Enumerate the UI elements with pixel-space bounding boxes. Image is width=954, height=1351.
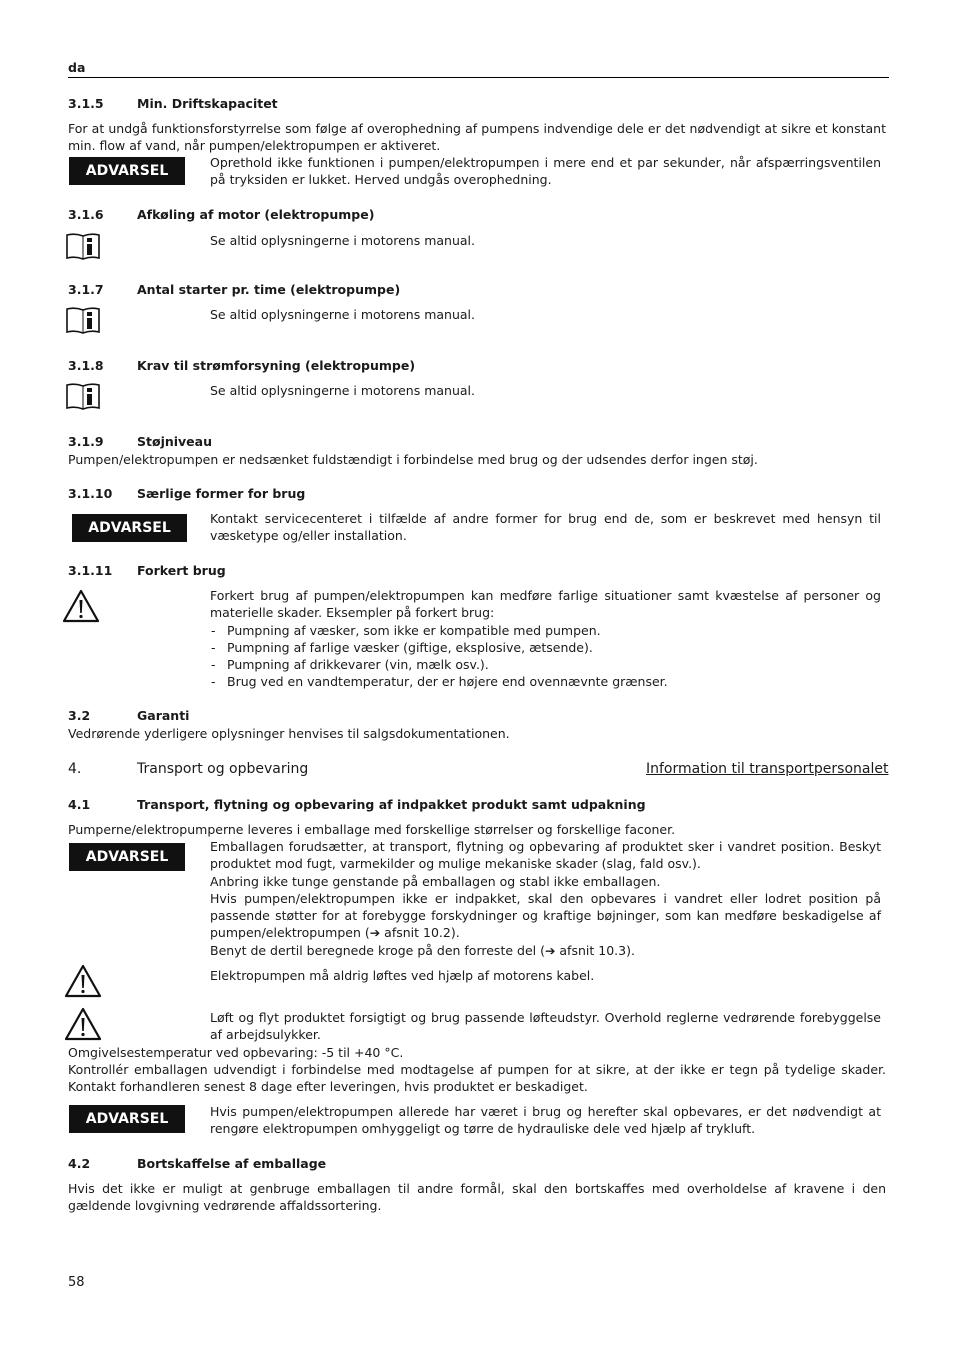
section-number: 3.1.7 (68, 282, 104, 297)
warning-note: Hvis pumpen/elektropumpen ikke er indpakket, skal den opbevares i vandret eller lodret position på passende støtter for at forebygge forskydninger og kraftige bøjninger, som kan medføre beskadigelse af pumpen/elektropumpen (➔ afsnit 10.2). (210, 890, 881, 941)
section-number: 3.1.8 (68, 358, 104, 373)
manual-info-icon (65, 232, 101, 262)
section-number: 4. (68, 761, 82, 777)
list-item: - Pumpning af drikkevarer (vin, mælk osv.). (210, 656, 881, 673)
list-item: - Brug ved en vandtemperatur, der er højere end ovennævnte grænser. (210, 673, 881, 690)
info-note: Se altid oplysningerne i motorens manual. (210, 307, 475, 322)
warning-badge: ADVARSEL (69, 843, 185, 871)
section-title: Krav til strømforsyning (elektropumpe) (137, 358, 416, 373)
section-title: Transport og opbevaring (137, 761, 309, 777)
section-title: Transport, flytning og opbevaring af indpakket produkt samt udpakning (137, 797, 646, 812)
paragraph: Vedrørende yderligere oplysninger henvises til salgsdokumentationen. (68, 726, 510, 741)
warning-note: Oprethold ikke funktionen i pumpen/elektropumpen i mere end et par sekunder, når afspærringsventilen på tryksiden er lukket. Herved undgås overophedning. (210, 155, 881, 188)
section-number: 4.2 (68, 1156, 91, 1171)
header-rule (68, 77, 889, 78)
section-title: Særlige former for brug (137, 486, 306, 501)
list-item: - Pumpning af væsker, som ikke er kompatible med pumpen. (210, 622, 881, 639)
section-title: Garanti (137, 708, 190, 723)
section-number: 3.1.9 (68, 434, 104, 449)
warning-note: Hvis pumpen/elektropumpen allerede har været i brug og herefter skal opbevares, er det nødvendigt at rengøre elektropumpen omhyggeligt og tørre de hydrauliske dele ved hjælp af trykluft. (210, 1104, 881, 1137)
section-number: 4.1 (68, 797, 91, 812)
section-number: 3.1.5 (68, 96, 104, 111)
warning-badge: ADVARSEL (69, 157, 185, 185)
warning-triangle-icon (62, 589, 100, 623)
misuse-intro: Forkert brug af pumpen/elektropumpen kan medføre farlige situationer samt kvæstelse af personer og materielle skader. Eksempler på forkert brug: (210, 588, 881, 621)
warning-note: Løft og flyt produktet forsigtigt og brug passende løfteudstyr. Overhold reglerne vedrørende forebyggelse af arbejdsulykker. (210, 1010, 881, 1043)
warning-note: Elektropumpen må aldrig løftes ved hjælp af motorens kabel. (210, 968, 595, 983)
warning-badge: ADVARSEL (72, 514, 187, 542)
paragraph: For at undgå funktionsforstyrrelse som følge af overophedning af pumpens indvendige dele er det nødvendigt at sikre et konstant min. flow af vand, når pumpen/elektropumpen er aktiveret. (68, 121, 886, 154)
warning-note: Kontakt servicecenteret i tilfælde af andre former for brug end de, som er beskrevet med hensyn til væsketype og/eller installation. (210, 511, 881, 544)
misuse-list (210, 622, 881, 691)
misuse-block (210, 587, 881, 691)
paragraph: Kontrollér emballagen udvendigt i forbindelse med modtagelse af pumpen for at sikre, at der ikke er tegn på tydelige skader. Kontakt forhandleren senest 8 dage efter leveringen, hvis produktet er beskadiget. (68, 1062, 886, 1095)
paragraph: Hvis det ikke er muligt at genbruge emballagen til andre formål, skal den bortskaffes med overholdelse af kravene i den gældende lovgivning vedrørende affaldssortering. (68, 1181, 886, 1214)
paragraph: Omgivelsestemperatur ved opbevaring: -5 til +40 °C. (68, 1045, 404, 1060)
list-item: - Pumpning af farlige væsker (giftige, eksplosive, ætsende). (210, 639, 881, 656)
section-number: 3.1.6 (68, 207, 104, 222)
warning-triangle-icon (64, 1007, 102, 1041)
paragraph: Pumpen/elektropumpen er nedsænket fuldstændigt i forbindelse med brug og der udsendes derfor ingen støj. (68, 452, 758, 467)
section-title: Antal starter pr. time (elektropumpe) (137, 282, 401, 297)
section-title: Bortskaffelse af emballage (137, 1156, 327, 1171)
info-note: Se altid oplysningerne i motorens manual. (210, 383, 475, 398)
warning-triangle-icon (64, 964, 102, 998)
section-number: 3.1.11 (68, 563, 113, 578)
transport-info-link[interactable]: Information til transportpersonalet (646, 761, 889, 777)
manual-info-icon (65, 382, 101, 412)
info-note: Se altid oplysningerne i motorens manual. (210, 233, 475, 248)
section-title: Afkøling af motor (elektropumpe) (137, 207, 375, 222)
warning-note: Emballagen forudsætter, at transport, flytning og opbevaring af produktet sker i vandret position. Beskyt produktet mod fugt, varmekilder og mulige mekaniske skader (slag, fald osv.). (210, 839, 881, 872)
section-number: 3.2 (68, 708, 91, 723)
warning-note: Anbring ikke tunge genstande på emballagen og stabl ikke emballagen. (210, 873, 661, 889)
language-code: da (68, 60, 86, 75)
warning-badge: ADVARSEL (69, 1105, 185, 1133)
warning-note: Benyt de dertil beregnede kroge på den forreste del (➔ afsnit 10.3). (210, 942, 635, 958)
section-title: Min. Driftskapacitet (137, 96, 278, 111)
page-number: 58 (68, 1275, 85, 1290)
section-number: 3.1.10 (68, 486, 113, 501)
paragraph: Pumperne/elektropumperne leveres i emballage med forskellige størrelser og forskellige faconer. (68, 822, 676, 837)
warning-notes (210, 838, 881, 959)
section-title: Forkert brug (137, 563, 226, 578)
manual-info-icon (65, 306, 101, 336)
section-title: Støjniveau (137, 434, 212, 449)
